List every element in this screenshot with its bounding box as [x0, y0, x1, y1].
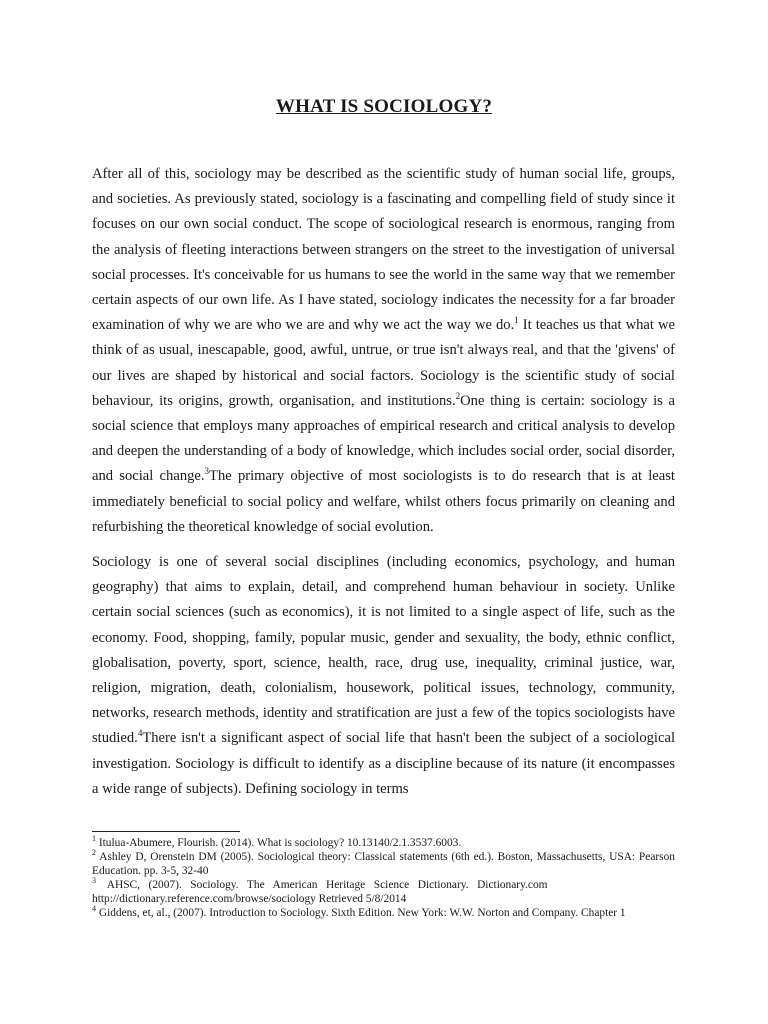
paragraph-1-text-b: It teaches us that what we think of as usual, inescapable, good, awful, untrue, or true isn't always real, and that the 'givens' of our lives are shaped by historical and social factors. Sociology is the scientific study of social behaviour, its origins, growth, organisation, and institutions.	[92, 317, 676, 409]
footnote-3-link	[92, 892, 675, 906]
footnote-text: Giddens, et, al., (2007). Introduction to Sociology. Sixth Edition. New York: W.W. Norton and Company. Chapter 1	[96, 907, 626, 919]
footnote-url[interactable]: http://dictionary.reference.com/browse/sociology Retrieved 5/8/2014	[92, 893, 407, 905]
footnote-number: 2	[92, 848, 96, 858]
paragraph-1-text-a: After all of this, sociology may be described as the scientific study of human social life, groups, and societies. As previously stated, sociology is a fascinating and compelling field of study since it focuses on our own social conduct. The scope of sociological research is enormous, ranging from the analysis of fleeting interactions between strangers on the street to the investigation of universal social processes. It's conceivable for us humans to see the world in the same way that we remember certain aspects of our own life. As I have stated, sociology indicates the necessity for a far broader examination of why we are who we are and why we act the way we do.	[92, 166, 675, 334]
body-text	[92, 162, 675, 812]
paragraph-2	[92, 550, 675, 802]
footnote-text: Itulua-Abumere, Flourish. (2014). What is sociology? 10.13140/2.1.3537.6003.	[96, 837, 462, 849]
footnote-1	[92, 836, 675, 850]
footnote-ref-2[interactable]: 2	[455, 390, 461, 401]
footnote-ref-4[interactable]: 4	[137, 728, 143, 739]
footnote-text: AHSC, (2007). Sociology. The American Heritage Science Dictionary. Dictionary.com	[96, 879, 548, 891]
footnote-3	[92, 878, 675, 892]
paragraph-1-text-d: The primary objective of most sociologists is to do research that is at least immediately beneficial to social policy and welfare, whilst others focus primarily on cleaning and refurbishing the theoretical knowledge of social evolution.	[92, 468, 675, 535]
footnote-ref-1[interactable]: 1	[514, 315, 519, 326]
footnote-number: 1	[92, 834, 96, 844]
footnote-number: 3	[92, 876, 96, 886]
footnote-text: Ashley D, Orenstein DM (2005). Sociological theory: Classical statements (6th ed.). Boston, Massachusetts, USA: Pearson Education. pp. 3-5, 32-40	[92, 851, 675, 877]
paragraph-2-text-b: There isn't a significant aspect of social life that hasn't been the subject of a sociological investigation. Sociology is difficult to identify as a discipline because of its nature (it encompasses a wide range of subjects). Defining sociology in terms	[92, 730, 675, 797]
footnote-ref-3[interactable]: 3	[204, 466, 210, 477]
paragraph-1-text-c: One thing is certain: sociology is a social science that employs many approaches of empirical research and critical analysis to develop and deepen the understanding of a body of knowledge, which includes social order, social disorder, and social change.	[92, 392, 675, 485]
footnote-4	[92, 906, 675, 920]
paragraph-1	[92, 162, 675, 540]
footnote-2	[92, 850, 675, 878]
footnotes	[92, 836, 675, 920]
footnote-number: 4	[92, 904, 96, 914]
footnote-separator	[92, 831, 240, 832]
paragraph-2-text-a: Sociology is one of several social disciplines (including economics, psychology, and human geography) that aims to explain, detail, and comprehend human behaviour in society. Unlike certain social sciences (such as economics), it is not limited to a single aspect of life, such as the economy. Food, shopping, family, popular music, gender and sexuality, the body, ethnic conflict, globalisation, poverty, sport, science, health, race, drug use, inequality, criminal justice, war, religion, migration, death, colonialism, housework, political issues, technology, community, networks, research methods, identity and stratification are just a few of the topics sociologists have studied.	[92, 554, 675, 747]
page-title: WHAT IS SOCIOLOGY?	[275, 96, 493, 117]
